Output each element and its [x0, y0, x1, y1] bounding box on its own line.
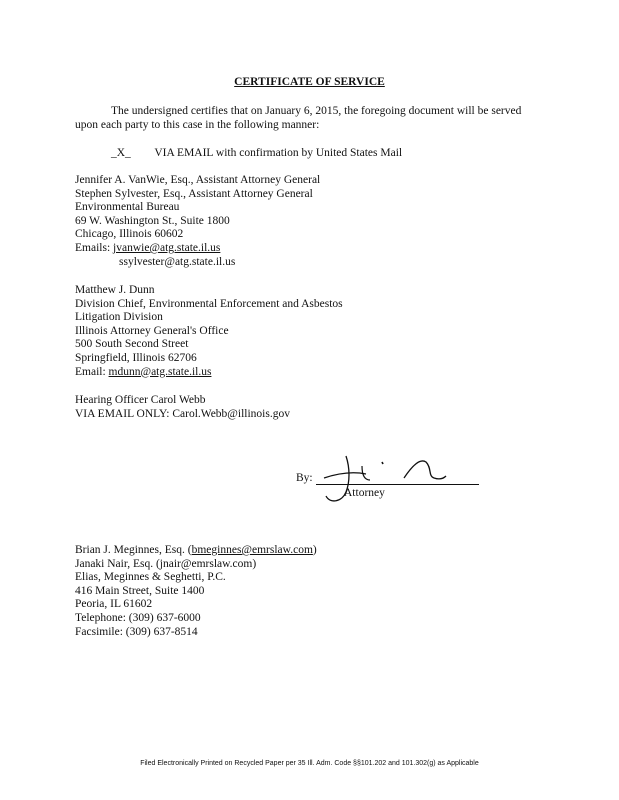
party2-line: Illinois Attorney General's Office: [75, 324, 229, 337]
firm-line-1-suffix: ): [312, 544, 317, 556]
party2-line: 500 South Second Street: [75, 338, 189, 351]
firm-line: Peoria, IL 61602: [75, 598, 153, 611]
party2-line: Litigation Division: [75, 311, 163, 324]
service-method: [111, 147, 402, 161]
page-title: CERTIFICATE OF SERVICE: [234, 76, 385, 88]
hearing-line-1: Hearing Officer Carol Webb: [75, 394, 206, 406]
service-method-text: VIA EMAIL with confirmation by United States Mail: [154, 147, 403, 159]
intro-line-1: The undersigned certifies that on January 6, 2015, the foregoing document will be served: [111, 105, 522, 117]
email-link-vanwie[interactable]: jvanwie@atg.state.il.us: [113, 241, 221, 254]
page-footer: Filed Electronically Printed on Recycled Paper per 35 Ill. Adm. Code §§101.202 and 101.302(g) as Applicable: [140, 760, 479, 767]
party-attorney-general: [75, 174, 320, 269]
email-link-meginnes[interactable]: bmeginnes@emrslaw.com: [191, 544, 313, 556]
party2-line: Springfield, Illinois 62706: [75, 351, 197, 364]
party1-line: Stephen Sylvester, Esq., Assistant Attorney General: [75, 187, 313, 200]
signature-line: [316, 484, 479, 485]
party1-line: Environmental Bureau: [75, 201, 180, 214]
party2-line: Division Chief, Environmental Enforcement and Asbestos: [75, 297, 343, 310]
hearing-line-2: VIA EMAIL ONLY: Carol.Webb@illinois.gov: [75, 407, 290, 420]
firm-line: 416 Main Street, Suite 1400: [75, 584, 205, 597]
handwritten-signature: [316, 448, 486, 508]
firm-line: Janaki Nair, Esq. (jnair@emrslaw.com): [75, 557, 257, 570]
firm-line: Elias, Meginnes & Seghetti, P.C.: [75, 571, 226, 584]
emails-label: Emails:: [75, 241, 111, 254]
hearing-officer: [75, 394, 290, 421]
party2-line: Matthew J. Dunn: [75, 284, 155, 296]
email-label: Email:: [75, 365, 106, 378]
firm-line-1-prefix: Brian J. Meginnes, Esq. (: [75, 544, 192, 556]
party1-line: Chicago, Illinois 60602: [75, 228, 184, 241]
intro-line-2: upon each party to this case in the following manner:: [75, 119, 320, 131]
party1-line: Jennifer A. VanWie, Esq., Assistant Attorney General: [75, 174, 321, 186]
firm-contact: [75, 544, 317, 639]
firm-line: Facsimile: (309) 637-8514: [75, 625, 198, 638]
party1-line: 69 W. Washington St., Suite 1800: [75, 214, 230, 227]
firm-line: Telephone: (309) 637-6000: [75, 611, 201, 624]
email-sylvester: ssylvester@atg.state.il.us: [119, 255, 236, 268]
email-link-dunn[interactable]: mdunn@atg.state.il.us: [108, 365, 212, 378]
signature-role: Attorney: [344, 487, 385, 499]
service-method-marker: _X_: [111, 147, 131, 159]
by-label: By:: [296, 472, 313, 484]
party-division-chief: [75, 284, 343, 379]
